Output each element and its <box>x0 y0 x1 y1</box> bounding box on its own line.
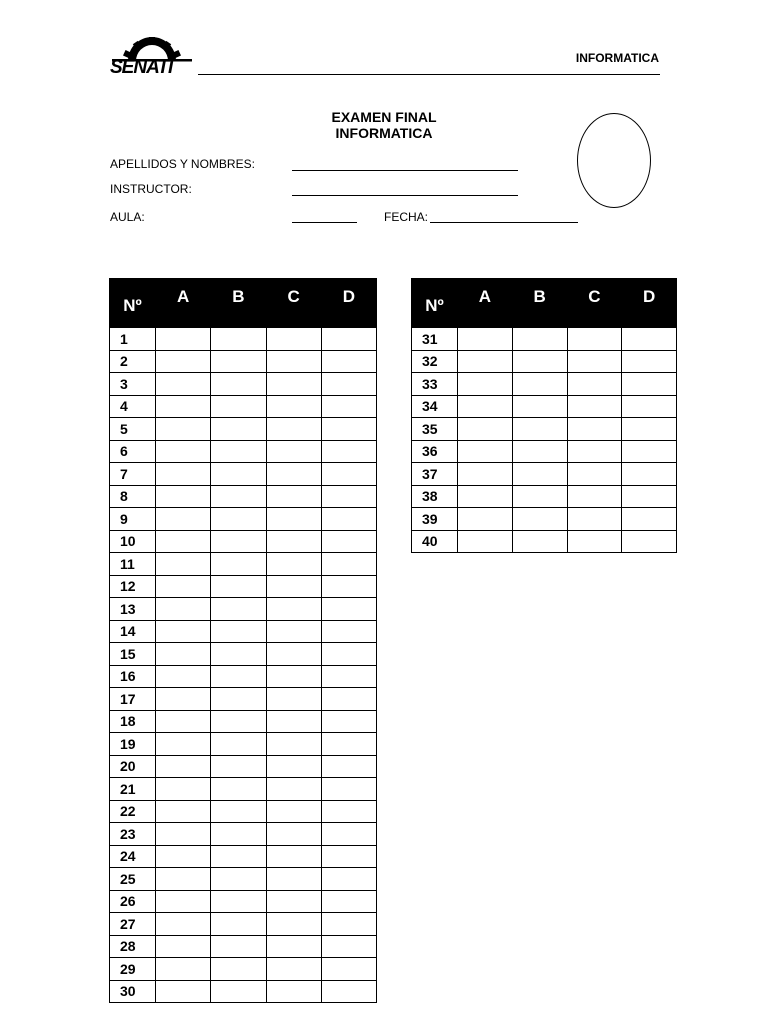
answer-cell-d[interactable] <box>321 733 376 756</box>
instructor-field[interactable] <box>292 195 518 196</box>
answer-cell-d[interactable] <box>321 755 376 778</box>
answer-cell-a[interactable] <box>156 485 211 508</box>
answer-cell-b[interactable] <box>211 350 266 373</box>
table-row <box>110 868 377 891</box>
answer-cell-c[interactable] <box>266 463 321 486</box>
answer-cell-d[interactable] <box>321 350 376 373</box>
option-header-a: A <box>156 279 211 328</box>
answer-cell-a[interactable] <box>156 778 211 801</box>
answer-cell-c[interactable] <box>266 823 321 846</box>
table-row <box>412 395 677 418</box>
answer-cell-a[interactable] <box>156 620 211 643</box>
answer-cell-a[interactable] <box>156 710 211 733</box>
number-header: Nº <box>412 279 458 328</box>
option-header-c: C <box>567 279 622 328</box>
question-number: 10 <box>110 530 156 553</box>
answer-cell-d[interactable] <box>321 575 376 598</box>
answer-cell-b[interactable] <box>211 665 266 688</box>
answer-cell-a[interactable] <box>156 373 211 396</box>
answer-cell-b[interactable] <box>512 440 567 463</box>
answer-cell-a[interactable] <box>156 958 211 981</box>
table-row <box>412 350 677 373</box>
answer-cell-a[interactable] <box>156 598 211 621</box>
table-row <box>412 418 677 441</box>
answer-cell-d[interactable] <box>321 463 376 486</box>
option-header-b: B <box>211 279 266 328</box>
aula-field[interactable] <box>292 222 357 223</box>
answer-cell-d[interactable] <box>321 418 376 441</box>
answer-cell-d[interactable] <box>321 485 376 508</box>
answer-cell-b[interactable] <box>211 823 266 846</box>
question-number: 28 <box>110 935 156 958</box>
answer-cell-b[interactable] <box>512 530 567 553</box>
answer-cell-a[interactable] <box>156 688 211 711</box>
answer-cell-b[interactable] <box>512 350 567 373</box>
answer-cell-d[interactable] <box>321 373 376 396</box>
question-number: 14 <box>110 620 156 643</box>
answer-cell-b[interactable] <box>211 868 266 891</box>
answer-cell-a[interactable] <box>156 913 211 936</box>
answer-cell-c[interactable] <box>266 778 321 801</box>
option-header-a: A <box>458 279 513 328</box>
answer-cell-b[interactable] <box>211 778 266 801</box>
question-number: 8 <box>110 485 156 508</box>
answer-cell-d[interactable] <box>321 553 376 576</box>
answer-cell-b[interactable] <box>211 845 266 868</box>
answer-cell-c[interactable] <box>266 620 321 643</box>
table-header-row <box>110 279 377 328</box>
answer-cell-d[interactable] <box>321 328 376 351</box>
answer-cell-c[interactable] <box>266 440 321 463</box>
answer-cell-b[interactable] <box>512 463 567 486</box>
question-number: 15 <box>110 643 156 666</box>
answer-cell-c[interactable] <box>567 463 622 486</box>
answer-cell-d[interactable] <box>321 643 376 666</box>
question-number: 9 <box>110 508 156 531</box>
answer-cell-d[interactable] <box>622 440 677 463</box>
answer-cell-c[interactable] <box>266 530 321 553</box>
answer-cell-a[interactable] <box>458 485 513 508</box>
answer-cell-c[interactable] <box>266 598 321 621</box>
answer-cell-a[interactable] <box>156 980 211 1003</box>
answer-cell-d[interactable] <box>321 440 376 463</box>
answer-cell-c[interactable] <box>567 395 622 418</box>
question-number: 12 <box>110 575 156 598</box>
answer-cell-d[interactable] <box>622 395 677 418</box>
answer-cell-b[interactable] <box>211 755 266 778</box>
exam-title <box>284 109 484 141</box>
answer-cell-c[interactable] <box>567 328 622 351</box>
senati-logo <box>110 37 194 79</box>
table-row <box>412 530 677 553</box>
answer-cell-b[interactable] <box>512 508 567 531</box>
answer-cell-a[interactable] <box>156 733 211 756</box>
question-number: 32 <box>412 350 458 373</box>
answer-cell-b[interactable] <box>211 440 266 463</box>
answer-cell-d[interactable] <box>622 530 677 553</box>
answer-cell-a[interactable] <box>156 868 211 891</box>
answer-cell-b[interactable] <box>211 733 266 756</box>
question-number: 16 <box>110 665 156 688</box>
answer-cell-a[interactable] <box>156 508 211 531</box>
question-number: 35 <box>412 418 458 441</box>
answer-cell-d[interactable] <box>321 913 376 936</box>
answer-cell-b[interactable] <box>211 553 266 576</box>
answer-cell-d[interactable] <box>321 800 376 823</box>
table-row <box>110 598 377 621</box>
answer-cell-b[interactable] <box>512 418 567 441</box>
answer-cell-c[interactable] <box>266 958 321 981</box>
table-row <box>110 845 377 868</box>
question-number: 1 <box>110 328 156 351</box>
answer-cell-c[interactable] <box>567 508 622 531</box>
photo-placeholder <box>577 113 651 208</box>
question-number: 38 <box>412 485 458 508</box>
answer-cell-c[interactable] <box>266 913 321 936</box>
answer-cell-a[interactable] <box>458 508 513 531</box>
table-row <box>110 553 377 576</box>
question-number: 39 <box>412 508 458 531</box>
answer-cell-b[interactable] <box>211 935 266 958</box>
table-row <box>110 508 377 531</box>
instructor-label: INSTRUCTOR: <box>110 182 192 196</box>
answer-cell-d[interactable] <box>321 395 376 418</box>
title-line-1: EXAMEN FINAL <box>331 109 437 125</box>
name-label: APELLIDOS Y NOMBRES: <box>110 157 255 171</box>
answer-cell-d[interactable] <box>321 823 376 846</box>
question-number: 25 <box>110 868 156 891</box>
answer-cell-a[interactable] <box>156 643 211 666</box>
answer-cell-c[interactable] <box>266 643 321 666</box>
answer-cell-a[interactable] <box>156 935 211 958</box>
table-row <box>110 935 377 958</box>
question-number: 24 <box>110 845 156 868</box>
question-number: 7 <box>110 463 156 486</box>
table-row <box>110 440 377 463</box>
answer-cell-c[interactable] <box>266 688 321 711</box>
answer-cell-b[interactable] <box>211 980 266 1003</box>
table-row <box>110 350 377 373</box>
answer-cell-a[interactable] <box>458 350 513 373</box>
question-number: 11 <box>110 553 156 576</box>
option-header-c: C <box>266 279 321 328</box>
question-number: 26 <box>110 890 156 913</box>
question-number: 23 <box>110 823 156 846</box>
answer-cell-a[interactable] <box>458 530 513 553</box>
option-header-b: B <box>512 279 567 328</box>
answer-cell-b[interactable] <box>211 575 266 598</box>
answer-cell-c[interactable] <box>266 800 321 823</box>
question-number: 30 <box>110 980 156 1003</box>
answer-cell-a[interactable] <box>458 373 513 396</box>
question-number: 17 <box>110 688 156 711</box>
answer-cell-d[interactable] <box>321 710 376 733</box>
answer-cell-b[interactable] <box>211 463 266 486</box>
answer-cell-c[interactable] <box>266 710 321 733</box>
answer-cell-c[interactable] <box>567 440 622 463</box>
question-number: 20 <box>110 755 156 778</box>
answer-cell-c[interactable] <box>266 890 321 913</box>
question-number: 40 <box>412 530 458 553</box>
answer-cell-b[interactable] <box>211 598 266 621</box>
question-number: 31 <box>412 328 458 351</box>
answer-cell-d[interactable] <box>622 463 677 486</box>
answer-cell-a[interactable] <box>458 395 513 418</box>
answer-cell-a[interactable] <box>156 463 211 486</box>
answer-cell-a[interactable] <box>156 440 211 463</box>
answer-cell-a[interactable] <box>458 440 513 463</box>
answer-cell-a[interactable] <box>156 530 211 553</box>
answer-cell-a[interactable] <box>156 823 211 846</box>
table-row <box>110 800 377 823</box>
answer-cell-a[interactable] <box>156 553 211 576</box>
question-number: 27 <box>110 913 156 936</box>
answer-cell-d[interactable] <box>321 688 376 711</box>
table-row <box>110 778 377 801</box>
logo-text: SENATI <box>110 57 173 78</box>
aula-label: AULA: <box>110 210 145 224</box>
answer-cell-c[interactable] <box>567 373 622 396</box>
number-header: Nº <box>110 279 156 328</box>
table-row <box>110 643 377 666</box>
answer-cell-d[interactable] <box>321 530 376 553</box>
table-row <box>110 688 377 711</box>
table-row <box>110 373 377 396</box>
table-row <box>110 733 377 756</box>
header-course-label: INFORMATICA <box>575 51 659 65</box>
answer-cell-b[interactable] <box>211 800 266 823</box>
table-row <box>110 485 377 508</box>
answer-cell-b[interactable] <box>211 418 266 441</box>
answer-cell-b[interactable] <box>211 913 266 936</box>
answer-cell-b[interactable] <box>211 958 266 981</box>
answer-cell-a[interactable] <box>156 575 211 598</box>
answer-cell-a[interactable] <box>458 328 513 351</box>
answer-cell-d[interactable] <box>622 508 677 531</box>
answer-cell-c[interactable] <box>266 508 321 531</box>
answer-cell-b[interactable] <box>512 485 567 508</box>
table-row <box>110 823 377 846</box>
answer-cell-d[interactable] <box>321 508 376 531</box>
table-row <box>110 980 377 1003</box>
table-row <box>412 373 677 396</box>
table-row <box>110 575 377 598</box>
option-header-d: D <box>622 279 677 328</box>
answer-cell-a[interactable] <box>156 395 211 418</box>
table-row <box>110 913 377 936</box>
answer-cell-d[interactable] <box>321 845 376 868</box>
table-row <box>412 463 677 486</box>
answer-cell-d[interactable] <box>622 350 677 373</box>
answer-cell-b[interactable] <box>211 688 266 711</box>
question-number: 22 <box>110 800 156 823</box>
fecha-field[interactable] <box>430 222 578 223</box>
answer-cell-c[interactable] <box>266 575 321 598</box>
table-row <box>412 328 677 351</box>
answer-cell-c[interactable] <box>266 733 321 756</box>
table-row <box>110 710 377 733</box>
answer-cell-c[interactable] <box>266 418 321 441</box>
answer-cell-c[interactable] <box>266 350 321 373</box>
question-number: 36 <box>412 440 458 463</box>
question-number: 19 <box>110 733 156 756</box>
answer-cell-c[interactable] <box>266 328 321 351</box>
answer-cell-b[interactable] <box>211 508 266 531</box>
name-field[interactable] <box>292 170 518 171</box>
question-number: 37 <box>412 463 458 486</box>
question-number: 34 <box>412 395 458 418</box>
answer-cell-b[interactable] <box>512 395 567 418</box>
table-row <box>110 418 377 441</box>
answer-cell-c[interactable] <box>266 373 321 396</box>
table-row <box>110 890 377 913</box>
answer-cell-d[interactable] <box>622 485 677 508</box>
answer-cell-a[interactable] <box>156 845 211 868</box>
answer-cell-a[interactable] <box>156 350 211 373</box>
table-row <box>110 620 377 643</box>
question-number: 29 <box>110 958 156 981</box>
answer-cell-c[interactable] <box>266 553 321 576</box>
table-row <box>110 395 377 418</box>
question-number: 21 <box>110 778 156 801</box>
answer-cell-b[interactable] <box>512 328 567 351</box>
answer-cell-a[interactable] <box>156 800 211 823</box>
answer-cell-d[interactable] <box>321 665 376 688</box>
fecha-label: FECHA: <box>384 210 429 224</box>
answer-cell-c[interactable] <box>567 530 622 553</box>
answer-cell-a[interactable] <box>156 755 211 778</box>
question-number: 5 <box>110 418 156 441</box>
answer-cell-d[interactable] <box>321 868 376 891</box>
option-header-d: D <box>321 279 376 328</box>
question-number: 18 <box>110 710 156 733</box>
table-row <box>110 328 377 351</box>
question-number: 3 <box>110 373 156 396</box>
answer-cell-a[interactable] <box>458 418 513 441</box>
answer-cell-a[interactable] <box>156 328 211 351</box>
question-number: 33 <box>412 373 458 396</box>
answer-cell-d[interactable] <box>321 620 376 643</box>
question-number: 6 <box>110 440 156 463</box>
answer-cell-d[interactable] <box>622 418 677 441</box>
answer-cell-d[interactable] <box>321 598 376 621</box>
table-row <box>110 958 377 981</box>
answer-cell-c[interactable] <box>266 980 321 1003</box>
answer-cell-b[interactable] <box>211 710 266 733</box>
answer-cell-a[interactable] <box>156 665 211 688</box>
answer-cell-c[interactable] <box>567 418 622 441</box>
answer-cell-a[interactable] <box>156 890 211 913</box>
answer-cell-d[interactable] <box>321 890 376 913</box>
question-number: 2 <box>110 350 156 373</box>
table-row <box>110 755 377 778</box>
table-row <box>412 485 677 508</box>
answer-table-1 <box>109 278 377 1003</box>
answer-cell-b[interactable] <box>512 373 567 396</box>
answer-cell-b[interactable] <box>211 328 266 351</box>
table-header-row <box>412 279 677 328</box>
title-line-2: INFORMATICA <box>335 125 433 141</box>
answer-cell-c[interactable] <box>266 485 321 508</box>
answer-cell-c[interactable] <box>266 395 321 418</box>
table-row <box>412 508 677 531</box>
table-row <box>412 440 677 463</box>
answer-cell-c[interactable] <box>567 485 622 508</box>
answer-cell-a[interactable] <box>156 418 211 441</box>
table-row <box>110 665 377 688</box>
answer-table-2 <box>411 278 677 553</box>
answer-cell-c[interactable] <box>266 935 321 958</box>
answer-cell-d[interactable] <box>622 328 677 351</box>
question-number: 13 <box>110 598 156 621</box>
answer-cell-b[interactable] <box>211 395 266 418</box>
answer-cell-d[interactable] <box>321 935 376 958</box>
answer-cell-c[interactable] <box>266 845 321 868</box>
table-row <box>110 530 377 553</box>
answer-cell-a[interactable] <box>458 463 513 486</box>
answer-cell-b[interactable] <box>211 620 266 643</box>
question-number: 4 <box>110 395 156 418</box>
answer-cell-c[interactable] <box>266 755 321 778</box>
answer-cell-c[interactable] <box>266 665 321 688</box>
table-row <box>110 463 377 486</box>
answer-cell-b[interactable] <box>211 643 266 666</box>
answer-cell-d[interactable] <box>321 778 376 801</box>
answer-cell-c[interactable] <box>266 868 321 891</box>
answer-cell-b[interactable] <box>211 373 266 396</box>
header-rule <box>198 74 660 75</box>
answer-cell-b[interactable] <box>211 530 266 553</box>
answer-cell-d[interactable] <box>321 980 376 1003</box>
answer-cell-c[interactable] <box>567 350 622 373</box>
answer-cell-b[interactable] <box>211 485 266 508</box>
answer-cell-d[interactable] <box>321 958 376 981</box>
answer-cell-d[interactable] <box>622 373 677 396</box>
answer-cell-b[interactable] <box>211 890 266 913</box>
